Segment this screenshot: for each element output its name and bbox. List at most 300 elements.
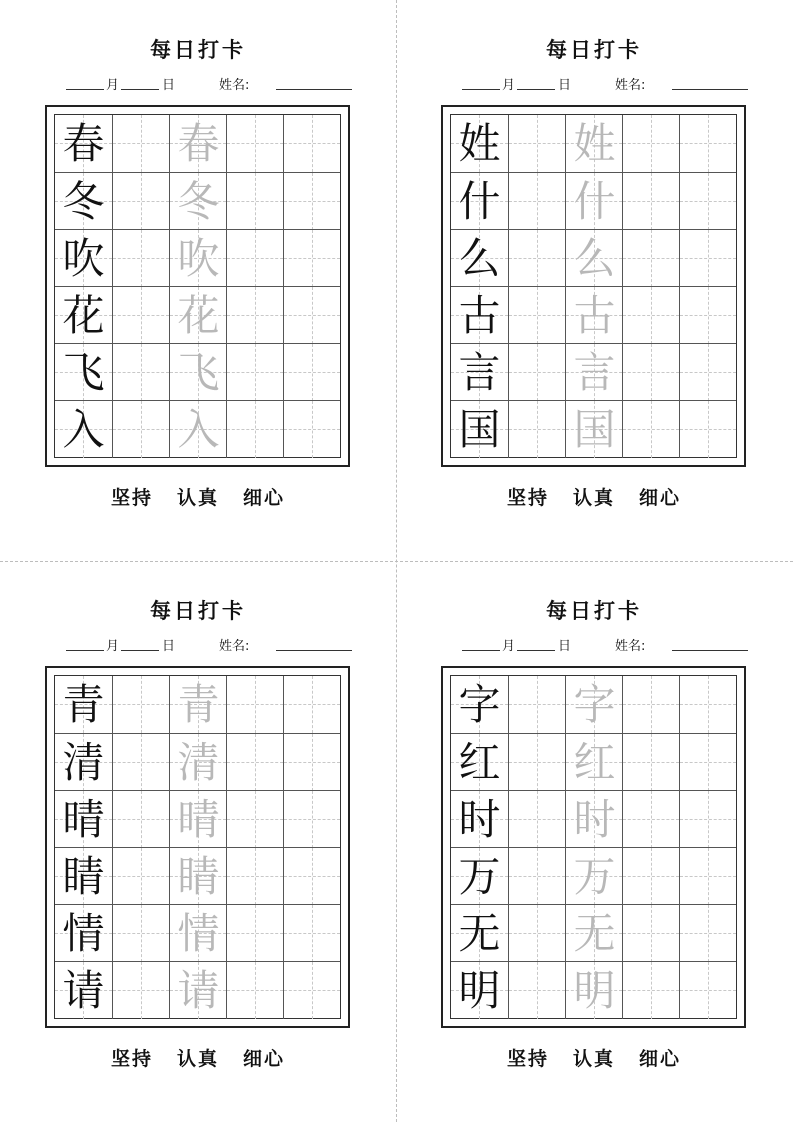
guide-line-horizontal [509,704,565,705]
model-cell [55,173,112,230]
model-cell [55,962,112,1019]
practice-cell[interactable] [508,115,565,172]
practice-cell[interactable] [112,791,169,848]
practice-cell[interactable] [283,230,340,287]
motto-word: 坚持 [110,487,153,509]
grid-row [55,400,340,458]
trace-character: 冬 [177,177,220,226]
trace-character: 清 [177,738,220,787]
guide-line-horizontal [227,933,283,934]
motto-word: 细心 [243,1048,286,1070]
name-label: 姓名: [219,639,250,654]
trace-cell[interactable] [169,401,226,458]
practice-cell[interactable] [283,676,340,733]
trace-character: 无 [573,909,616,958]
practice-card [396,0,792,561]
practice-cell[interactable] [283,734,340,791]
guide-line-horizontal [284,143,340,144]
guide-line-horizontal [113,315,169,316]
practice-cell[interactable] [508,905,565,962]
trace-cell[interactable] [565,230,622,287]
model-character: 冬 [62,177,105,226]
practice-cell[interactable] [112,676,169,733]
trace-cell[interactable] [169,287,226,344]
practice-cell[interactable] [679,115,736,172]
guide-line-horizontal [227,258,283,259]
model-cell [451,115,508,172]
grid-row [451,400,736,458]
month-blank[interactable] [462,650,500,651]
trace-character: 睛 [177,852,220,901]
name-blank[interactable] [276,89,352,90]
practice-cell[interactable] [112,230,169,287]
model-cell [451,962,508,1019]
practice-cell[interactable] [283,287,340,344]
guide-line-horizontal [284,704,340,705]
guide-line-horizontal [623,704,679,705]
model-character: 姓 [458,119,501,168]
practice-cell[interactable] [226,344,283,401]
trace-cell[interactable] [565,905,622,962]
practice-cell[interactable] [226,173,283,230]
guide-line-horizontal [680,819,736,820]
motto-word: 认真 [572,487,615,509]
model-character: 无 [458,909,501,958]
practice-cell[interactable] [283,791,340,848]
trace-cell[interactable] [565,115,622,172]
practice-card [396,561,792,1122]
grid-frame [45,666,350,1028]
guide-line-horizontal [623,372,679,373]
practice-cell[interactable] [226,115,283,172]
practice-cell[interactable] [112,401,169,458]
practice-cell[interactable] [679,962,736,1019]
grid-frame [45,105,350,467]
guide-line-horizontal [509,819,565,820]
practice-cell[interactable] [283,173,340,230]
day-blank[interactable] [517,650,555,651]
name-blank[interactable] [672,650,748,651]
guide-line-horizontal [680,429,736,430]
practice-cell[interactable] [622,230,679,287]
trace-cell[interactable] [565,962,622,1019]
model-character: 春 [62,119,105,168]
practice-cell[interactable] [679,401,736,458]
model-cell [55,791,112,848]
practice-cell[interactable] [112,734,169,791]
trace-cell[interactable] [169,344,226,401]
practice-cell[interactable] [226,905,283,962]
practice-cell[interactable] [508,848,565,905]
practice-cell[interactable] [622,115,679,172]
day-blank[interactable] [517,89,555,90]
month-label: 月 [106,78,120,93]
trace-cell[interactable] [169,791,226,848]
guide-line-horizontal [284,372,340,373]
grid-row [55,343,340,401]
practice-card [0,561,396,1122]
card-title: 每日打卡 [150,37,246,62]
practice-cell[interactable] [679,287,736,344]
practice-cell[interactable] [112,173,169,230]
trace-cell[interactable] [565,791,622,848]
trace-cell[interactable] [565,173,622,230]
model-character: 什 [458,177,501,226]
trace-cell[interactable] [169,230,226,287]
model-character: 花 [62,291,105,340]
model-cell [451,734,508,791]
trace-cell[interactable] [565,848,622,905]
grid-row [451,733,736,791]
practice-cell[interactable] [679,676,736,733]
trace-character: 入 [177,405,220,454]
practice-cell[interactable] [226,848,283,905]
trace-cell[interactable] [565,401,622,458]
model-character: 飞 [62,348,105,397]
model-character: 万 [458,852,501,901]
guide-line-horizontal [680,201,736,202]
practice-cell[interactable] [283,905,340,962]
tian-grid [450,675,737,1019]
practice-cell[interactable] [679,848,736,905]
grid-row [55,790,340,848]
day-label: 日 [558,639,572,654]
day-blank[interactable] [121,650,159,651]
practice-cell[interactable] [283,115,340,172]
trace-character: 言 [573,348,616,397]
model-character: 红 [458,738,501,787]
model-character: 青 [62,680,105,729]
model-cell [55,230,112,287]
model-cell [55,287,112,344]
day-label: 日 [162,639,176,654]
practice-cell[interactable] [112,848,169,905]
trace-character: 红 [573,738,616,787]
guide-line-horizontal [113,143,169,144]
month-label: 月 [502,639,516,654]
card-title: 每日打卡 [150,598,246,623]
model-character: 睛 [62,852,105,901]
model-cell [451,401,508,458]
day-label: 日 [558,78,572,93]
model-cell [55,734,112,791]
practice-cell[interactable] [283,401,340,458]
guide-line-horizontal [680,704,736,705]
guide-line-horizontal [680,372,736,373]
practice-cell[interactable] [508,962,565,1019]
practice-cell[interactable] [508,344,565,401]
motto-word: 坚持 [506,487,549,509]
grid-row [55,904,340,962]
trace-character: 时 [573,795,616,844]
trace-cell[interactable] [565,344,622,401]
practice-cell[interactable] [622,287,679,344]
guide-line-horizontal [680,258,736,259]
model-character: 明 [458,966,501,1015]
trace-character: 万 [573,852,616,901]
practice-cell[interactable] [112,905,169,962]
grid-row [55,733,340,791]
guide-line-horizontal [113,990,169,991]
name-label: 姓名: [615,78,646,93]
trace-cell[interactable] [169,173,226,230]
grid-row [55,229,340,287]
guide-line-horizontal [113,258,169,259]
model-character: 国 [458,405,501,454]
trace-character: 晴 [177,795,220,844]
date-name-line [66,635,356,653]
trace-cell[interactable] [169,848,226,905]
guide-line-horizontal [509,143,565,144]
motto-line [396,483,792,510]
guide-line-horizontal [509,876,565,877]
guide-line-horizontal [623,315,679,316]
month-blank[interactable] [66,89,104,90]
practice-cell[interactable] [622,962,679,1019]
practice-cell[interactable] [622,905,679,962]
guide-line-horizontal [284,762,340,763]
trace-cell[interactable] [169,734,226,791]
motto-word: 坚持 [110,1048,153,1070]
model-character: 请 [62,966,105,1015]
grid-row [451,229,736,287]
guide-line-horizontal [227,704,283,705]
motto-word: 细心 [639,1048,682,1070]
practice-cell[interactable] [622,676,679,733]
practice-cell[interactable] [508,287,565,344]
date-name-line [462,635,752,653]
practice-cell[interactable] [112,962,169,1019]
practice-cell[interactable] [679,734,736,791]
guide-line-horizontal [113,876,169,877]
practice-cell[interactable] [508,734,565,791]
practice-cell[interactable] [622,791,679,848]
practice-cell[interactable] [226,962,283,1019]
guide-line-horizontal [227,372,283,373]
trace-cell[interactable] [565,734,622,791]
guide-line-horizontal [623,258,679,259]
grid-row [55,676,340,733]
motto-word: 细心 [639,487,682,509]
trace-character: 飞 [177,348,220,397]
model-cell [451,344,508,401]
trace-cell[interactable] [565,287,622,344]
model-cell [451,905,508,962]
guide-line-horizontal [284,258,340,259]
practice-card [0,0,396,561]
tian-grid [54,675,341,1019]
name-blank[interactable] [672,89,748,90]
guide-line-horizontal [623,933,679,934]
model-cell [451,230,508,287]
practice-cell[interactable] [112,115,169,172]
trace-cell[interactable] [565,676,622,733]
guide-line-horizontal [509,990,565,991]
guide-line-horizontal [509,258,565,259]
practice-cell[interactable] [679,791,736,848]
trace-character: 字 [573,680,616,729]
grid-row [55,847,340,905]
grid-frame [441,105,746,467]
practice-cell[interactable] [283,344,340,401]
trace-character: 请 [177,966,220,1015]
practice-cell[interactable] [508,791,565,848]
model-character: 字 [458,680,501,729]
name-blank[interactable] [276,650,352,651]
trace-character: 春 [177,119,220,168]
trace-cell[interactable] [169,905,226,962]
practice-cell[interactable] [622,848,679,905]
guide-line-horizontal [227,819,283,820]
trace-cell[interactable] [169,676,226,733]
grid-row [55,961,340,1019]
guide-line-horizontal [680,315,736,316]
model-cell [451,791,508,848]
grid-row [451,172,736,230]
trace-character: 花 [177,291,220,340]
guide-line-horizontal [284,819,340,820]
trace-character: 情 [177,909,220,958]
practice-cell[interactable] [226,676,283,733]
practice-cell[interactable] [679,230,736,287]
model-character: 清 [62,738,105,787]
model-character: 入 [62,405,105,454]
guide-line-horizontal [227,762,283,763]
motto-word: 坚持 [506,1048,549,1070]
tian-grid [450,114,737,458]
month-blank[interactable] [462,89,500,90]
grid-row [55,172,340,230]
trace-character: 明 [573,966,616,1015]
name-label: 姓名: [615,639,646,654]
guide-line-horizontal [227,876,283,877]
model-character: 情 [62,909,105,958]
guide-line-horizontal [284,429,340,430]
model-character: 吹 [62,234,105,283]
trace-character: 古 [573,291,616,340]
practice-cell[interactable] [508,401,565,458]
practice-cell[interactable] [679,173,736,230]
model-cell [55,905,112,962]
grid-row [451,286,736,344]
motto-line [396,1044,792,1071]
guide-line-horizontal [623,762,679,763]
guide-line-horizontal [113,429,169,430]
model-character: 时 [458,795,501,844]
model-cell [451,676,508,733]
guide-line-horizontal [509,933,565,934]
date-name-line [462,74,752,92]
guide-line-horizontal [509,372,565,373]
trace-character: 吹 [177,234,220,283]
grid-frame [441,666,746,1028]
guide-line-horizontal [509,315,565,316]
practice-cell[interactable] [112,287,169,344]
practice-cell[interactable] [679,905,736,962]
name-label: 姓名: [219,78,250,93]
guide-line-horizontal [113,762,169,763]
guide-line-horizontal [284,933,340,934]
card-title: 每日打卡 [546,598,642,623]
trace-cell[interactable] [169,962,226,1019]
model-cell [55,848,112,905]
model-cell [55,401,112,458]
tian-grid [54,114,341,458]
guide-line-horizontal [509,429,565,430]
guide-line-horizontal [623,990,679,991]
practice-cell[interactable] [112,344,169,401]
motto-word: 细心 [243,487,286,509]
grid-row [55,286,340,344]
practice-cell[interactable] [622,401,679,458]
practice-cell[interactable] [508,676,565,733]
motto-line [0,483,396,510]
guide-line-horizontal [623,143,679,144]
model-cell [55,344,112,401]
grid-row [451,847,736,905]
day-blank[interactable] [121,89,159,90]
guide-line-horizontal [227,201,283,202]
trace-character: 姓 [573,119,616,168]
month-label: 月 [106,639,120,654]
guide-line-horizontal [509,762,565,763]
practice-cell[interactable] [226,791,283,848]
month-blank[interactable] [66,650,104,651]
guide-line-horizontal [227,990,283,991]
practice-cell[interactable] [226,734,283,791]
motto-word: 认真 [176,1048,219,1070]
guide-line-horizontal [227,429,283,430]
month-label: 月 [502,78,516,93]
model-cell [55,676,112,733]
guide-line-horizontal [623,201,679,202]
practice-cell[interactable] [226,401,283,458]
trace-cell[interactable] [169,115,226,172]
model-character: 言 [458,348,501,397]
model-cell [451,848,508,905]
grid-row [451,790,736,848]
practice-cell[interactable] [622,344,679,401]
grid-row [451,904,736,962]
guide-line-horizontal [227,143,283,144]
guide-line-horizontal [113,201,169,202]
practice-cell[interactable] [679,344,736,401]
grid-row [451,676,736,733]
guide-line-horizontal [623,876,679,877]
practice-cell[interactable] [283,962,340,1019]
practice-cell[interactable] [622,734,679,791]
guide-line-horizontal [509,201,565,202]
practice-cell[interactable] [508,173,565,230]
practice-cell[interactable] [508,230,565,287]
guide-line-horizontal [113,819,169,820]
practice-cell[interactable] [283,848,340,905]
model-cell [451,173,508,230]
day-label: 日 [162,78,176,93]
practice-cell[interactable] [622,173,679,230]
trace-character: 国 [573,405,616,454]
card-title: 每日打卡 [546,37,642,62]
guide-line-horizontal [113,704,169,705]
practice-cell[interactable] [226,230,283,287]
trace-character: 青 [177,680,220,729]
guide-line-horizontal [680,143,736,144]
date-name-line [66,74,356,92]
guide-line-horizontal [284,201,340,202]
motto-word: 认真 [176,487,219,509]
practice-cell[interactable] [226,287,283,344]
guide-line-horizontal [680,990,736,991]
